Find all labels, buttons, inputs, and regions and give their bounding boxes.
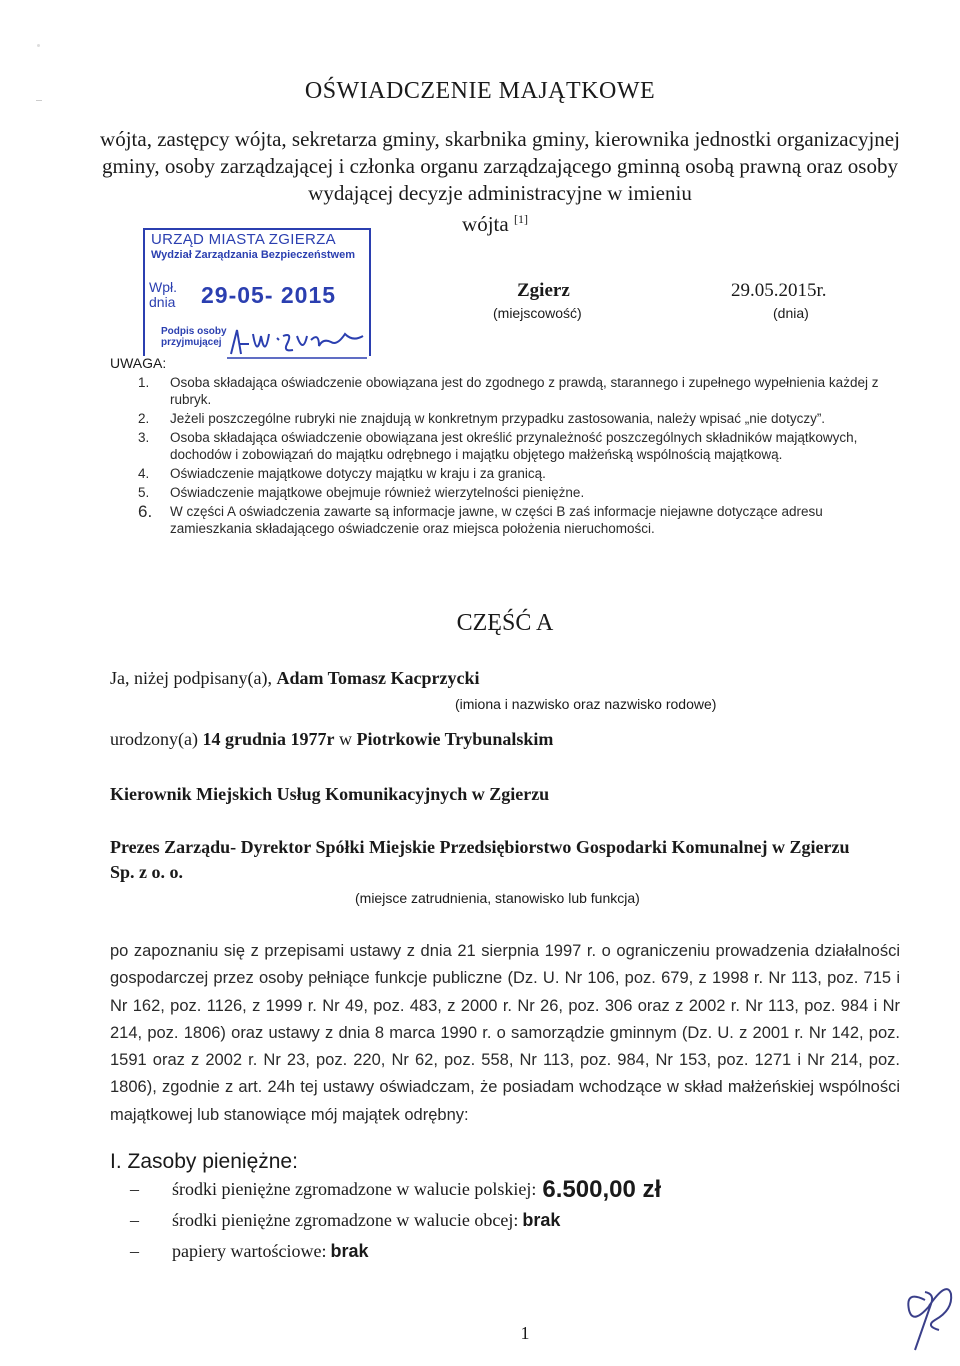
stamp-signature-label: Podpis osoby przyjmującej xyxy=(161,326,227,348)
note-item: 5. Oświadczenie majątkowe obejmuje również wierzytelności pieniężne. xyxy=(138,485,585,500)
page-number: 1 xyxy=(520,1323,530,1343)
notes-heading: UWAGA: xyxy=(110,355,167,371)
notes-list xyxy=(138,374,898,539)
note-item: 3. Osoba składająca oświadczenie obowiązana jest określić przynależność poszczególnych składników majątkowych, dochodów i zobowiązań do majątku odrębnego i majątku objętego małżeńską wspólnością majątkową. xyxy=(138,430,858,462)
declarant-line: Ja, niżej podpisany(a), Adam Tomasz Kacprzycki xyxy=(110,668,480,688)
date-caption: (dnia) xyxy=(773,305,809,321)
birth-line: urodzony(a) 14 grudnia 1977r w Piotrkowie Trybunalskim xyxy=(110,729,554,749)
footnote-ref: [1] xyxy=(513,212,528,226)
birth-place: Piotrkowie Trybunalskim xyxy=(356,729,554,749)
assets-list xyxy=(120,1174,661,1267)
item-value: brak xyxy=(330,1241,369,1261)
stamp-date: 29-05- 2015 xyxy=(201,282,337,308)
list-item: – papiery wartościowe: brak xyxy=(120,1236,661,1267)
section-title: I. Zasoby pieniężne: xyxy=(110,1150,298,1173)
stamp-signature xyxy=(227,324,367,360)
declaration-body: po zapoznaniu się z przepisami ustawy z dnia 21 sierpnia 1997 r. o ograniczeniu prowadzenia działalności gospodarczej przez osoby pełniące funkcje publiczne (Dz. U. Nr 106, poz. 679, z 1998 r. Nr 113, poz. 715 i Nr 162, poz. 1126, z 1999 r. Nr 49, poz. 483, z 2000 r. Nr 26, poz. 306 oraz z 2002 r. Nr 113, poz. 984 i Nr 214, poz. 1806) oraz ustawy z dnia 8 marca 1990 r. o samorządzie gminnym (Dz. U. z 2001 r. Nr 142, poz. 1591 oraz z 2002 r. Nr 23, poz. 220, Nr 62, poz. 558, Nr 113, poz. 984, Nr 153, poz. 1271 i Nr 214, poz. 1806), zgodnie z art. 24h tej ustawy oświadczam, że posiadam wchodzące w skład małżeńskiej wspólności majątkowej lub stanowiące mój majątek odrębny: xyxy=(110,942,900,1124)
date: 29.05.2015r. xyxy=(731,280,827,301)
document-title: OŚWIADCZENIE MAJĄTKOWE xyxy=(304,78,656,104)
subtitle-end: wójta [1] xyxy=(462,212,528,236)
place-caption: (miejscowość) xyxy=(493,305,582,321)
item-value: brak xyxy=(522,1210,561,1230)
stamp-wpl-label: Wpł. dnia xyxy=(149,279,177,310)
document-subtitle: wójta, zastępcy wójta, sekretarza gminy, skarbnika gminy, kierownika jednostki organizacyjnej gminy, osoby zarządzającej i członka organu zarządzającego gminną osobą prawną oraz osoby wydającej decyzje administracyjne w imieniu xyxy=(100,127,900,205)
list-item: – środki pieniężne zgromadzone w walucie polskiej: 6.500,00 zł xyxy=(130,1176,662,1203)
note-item: 1. Osoba składająca oświadczenie obowiązana jest do zgodnego z prawdą, starannego i zupełnego wypełnienia każdej z rubryk. xyxy=(138,375,879,407)
part-title: CZĘŚĆ A xyxy=(456,610,554,636)
birth-date: 14 grudnia 1977r xyxy=(202,729,335,749)
place: Zgierz xyxy=(517,280,570,301)
stamp-office: URZĄD MIASTA ZGIERZA xyxy=(151,231,336,248)
note-item: 6. W części A oświadczenia zawarte są informacje jawne, w części B zaś informacje niejawne dotyczące adresu zamieszkania składającego oświadczenie oraz miejsca położenia nieruchomości. xyxy=(138,502,823,536)
receipt-stamp xyxy=(143,228,369,370)
stamp-department: Wydział Zarządzania Bezpieczeństwem xyxy=(151,249,355,261)
list-item: – środki pieniężne zgromadzone w walucie obcej: brak xyxy=(120,1205,661,1236)
position-1: Kierownik Miejskich Usług Komunikacyjnych w Zgierzu xyxy=(110,784,550,804)
name-caption: (imiona i nazwisko oraz nazwisko rodowe) xyxy=(455,696,717,712)
item-value: 6.500,00 zł xyxy=(542,1176,662,1203)
scan-speck xyxy=(37,44,40,47)
position-caption: (miejsce zatrudnienia, stanowisko lub funkcja) xyxy=(355,890,640,906)
full-name: Adam Tomasz Kacprzycki xyxy=(276,668,480,688)
note-item: 2. Jeżeli poszczególne rubryki nie znajdują w konkretnym przypadku zastosowania, należy wpisać „nie dotyczy”. xyxy=(138,411,826,426)
initials-signature xyxy=(895,1270,955,1360)
note-item: 4. Oświadczenie majątkowe dotyczy majątku w kraju i za granicą. xyxy=(138,466,546,481)
position-2: Prezes Zarządu- Dyrektor Spółki Miejskie Przedsiębiorstwo Gospodarki Komunalnej w Zgierzu Sp. z o. o. xyxy=(110,837,850,882)
